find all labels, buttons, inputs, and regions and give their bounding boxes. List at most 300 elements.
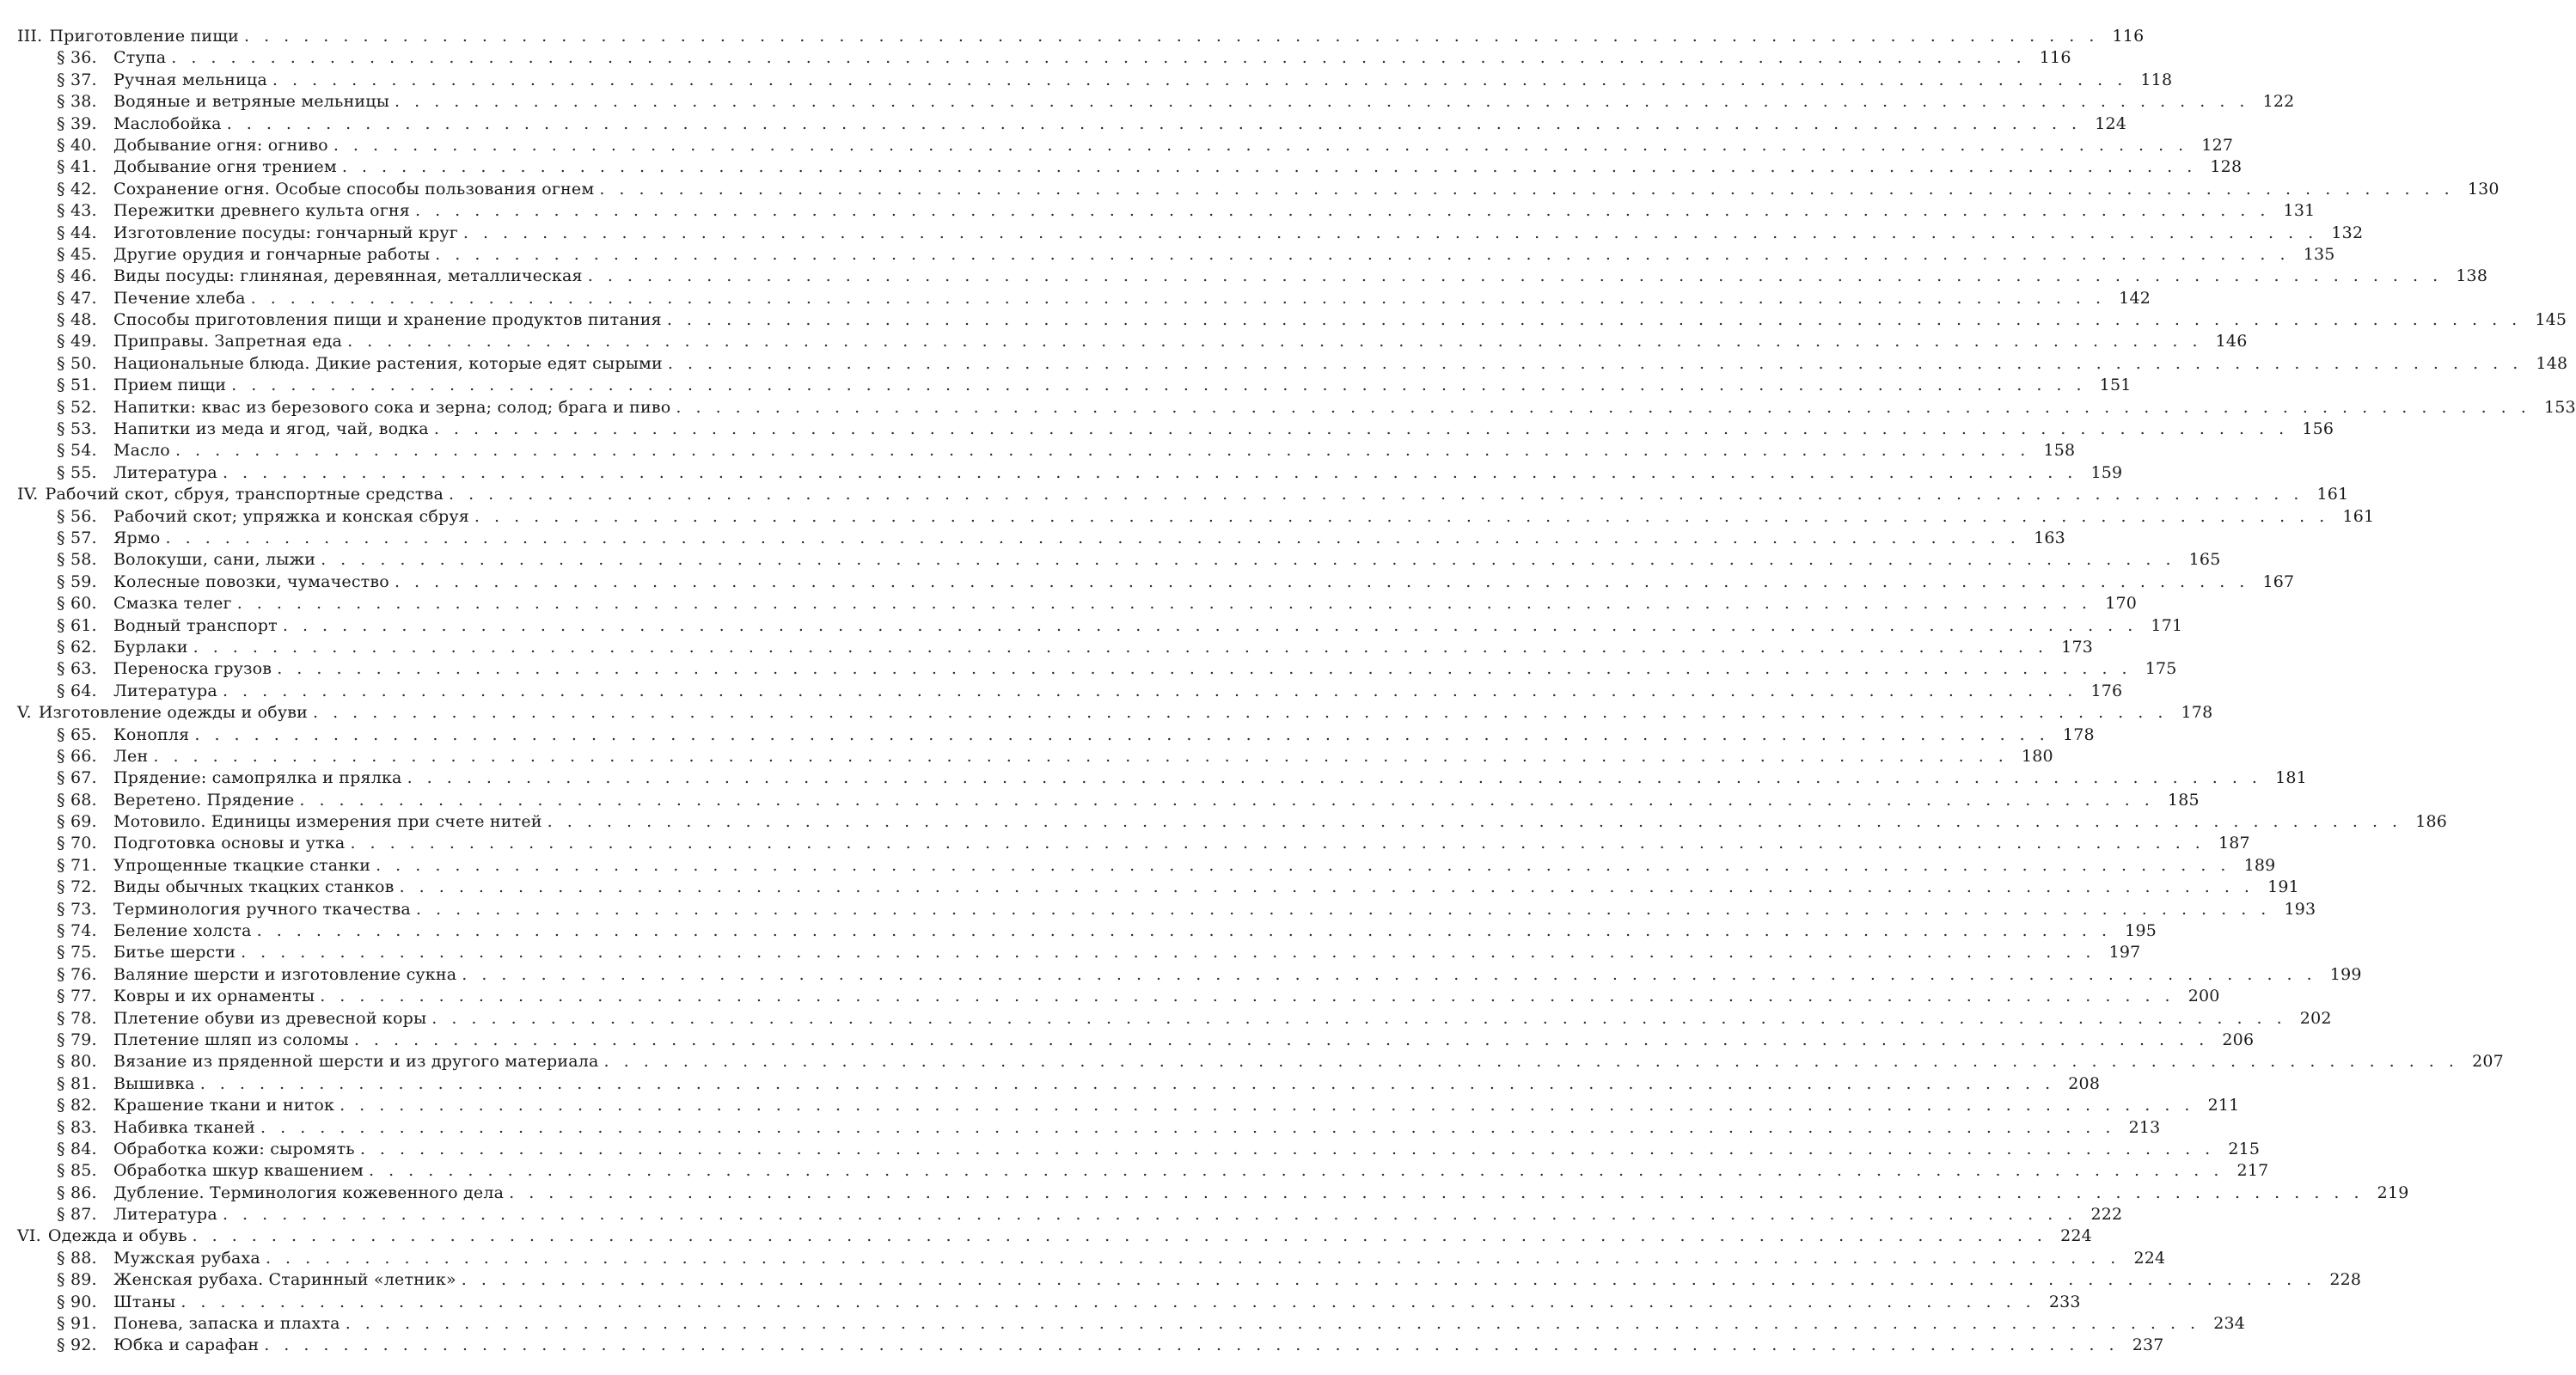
page-number: 171 — [2151, 615, 2183, 635]
section-number: § 53. — [57, 419, 97, 439]
toc-section-row — [0, 1030, 2255, 1051]
section-number: § 65. — [57, 724, 97, 744]
toc-section-row — [0, 353, 2568, 375]
page-number: 165 — [2188, 550, 2221, 570]
page-number: 176 — [2090, 681, 2123, 700]
section-title: Лен — [113, 746, 149, 766]
section-number: § 62. — [57, 637, 97, 657]
toc-section-row — [0, 681, 2123, 702]
section-number: § 57. — [57, 528, 97, 547]
section-number: § 60. — [57, 594, 97, 614]
dot-leader — [241, 942, 2090, 963]
page-number: 145 — [2535, 310, 2567, 330]
dot-leader — [231, 375, 2081, 396]
dot-leader — [193, 1225, 2042, 1247]
section-number: § 63. — [57, 659, 97, 679]
dot-leader — [416, 899, 2266, 920]
page-number: 156 — [2302, 419, 2334, 439]
section-title: Прядение: самопрялка и прялка — [113, 768, 402, 788]
toc-chapter-row — [0, 702, 2213, 724]
page-number: 197 — [2108, 943, 2141, 962]
section-number: § 51. — [57, 376, 97, 395]
page-number: 116 — [2112, 27, 2145, 46]
section-number: § 70. — [57, 834, 97, 853]
section-title: Обработка шкур квашением — [113, 1161, 364, 1181]
section-title: Волокуши, сани, лыжи — [113, 550, 316, 570]
toc-section-row — [0, 767, 2307, 789]
page-number: 161 — [2342, 506, 2375, 526]
toc-section-row — [0, 942, 2141, 963]
section-title: Добывание огня: огниво — [113, 135, 328, 155]
page-number: 153 — [2543, 397, 2576, 417]
section-number: § 52. — [57, 397, 97, 417]
dot-leader — [251, 288, 2101, 309]
chapter-number: VI. — [17, 1226, 41, 1246]
page-number: 237 — [2132, 1335, 2164, 1355]
toc-section-row — [0, 528, 2065, 549]
section-number: § 68. — [57, 790, 97, 810]
section-title: Мотовило. Единицы измерения при счете нитей — [113, 812, 542, 832]
section-number: § 92. — [57, 1335, 97, 1355]
toc-section-row — [0, 1051, 2504, 1072]
section-number: § 79. — [57, 1030, 97, 1049]
section-title: Терминология ручного ткачества — [113, 899, 411, 919]
section-number: § 43. — [57, 201, 97, 221]
section-title: Дубление. Терминология кожевенного дела — [113, 1182, 505, 1202]
dot-leader — [333, 135, 2183, 156]
dot-leader — [264, 1335, 2114, 1356]
dot-leader — [227, 113, 2077, 135]
section-number: § 90. — [57, 1292, 97, 1311]
page-number: 158 — [2043, 441, 2076, 461]
toc-section-row — [0, 440, 2076, 461]
page-number: 213 — [2128, 1117, 2161, 1137]
dot-leader — [340, 1095, 2189, 1116]
page-number: 131 — [2283, 201, 2316, 221]
section-number: § 46. — [57, 266, 97, 286]
section-number: § 49. — [57, 332, 97, 351]
section-title: Битье шерсти — [113, 943, 236, 962]
chapter-title: Одежда и обувь — [47, 1226, 187, 1246]
chapter-number: III. — [17, 27, 43, 46]
dot-leader — [449, 484, 2298, 505]
section-title: Напитки из меда и ягод, чай, водка — [113, 419, 429, 439]
dot-leader — [369, 1160, 2218, 1182]
section-title: Пережитки древнего культа огня — [113, 201, 410, 221]
dot-leader — [548, 811, 2397, 833]
section-title: Веретено. Прядение — [113, 790, 295, 810]
dot-leader — [360, 1139, 2210, 1160]
section-title: Валяние шерсти и изготовление сукна — [113, 964, 457, 984]
section-number: § 76. — [57, 964, 97, 984]
section-title: Литература — [113, 462, 217, 482]
toc-section-row — [0, 1313, 2246, 1335]
toc-section-row — [0, 1182, 2409, 1204]
dot-leader — [223, 1204, 2072, 1225]
page-number: 215 — [2228, 1139, 2261, 1158]
dot-leader — [354, 1030, 2204, 1051]
section-number: § 47. — [57, 288, 97, 308]
dot-leader — [668, 353, 2518, 375]
section-number: § 78. — [57, 1008, 97, 1028]
toc-section-row — [0, 1073, 2101, 1095]
section-title: Сохранение огня. Особые способы пользования огнем — [113, 179, 595, 199]
chapter-title: Рабочий скот, сбруя, транспортные средства — [45, 485, 444, 504]
toc-section-row — [0, 462, 2123, 484]
dot-leader — [415, 200, 2265, 222]
toc-section-row — [0, 1008, 2332, 1030]
toc-section-row — [0, 549, 2221, 571]
section-number: § 64. — [57, 681, 97, 700]
toc-section-row — [0, 1248, 2166, 1269]
page-number: 175 — [2145, 659, 2177, 679]
toc-section-row — [0, 986, 2220, 1007]
dot-leader — [223, 462, 2072, 484]
section-number: § 44. — [57, 223, 97, 242]
dot-leader — [463, 223, 2313, 244]
section-title: Маслобойка — [113, 113, 222, 133]
chapter-title: Изготовление одежды и обуви — [38, 703, 308, 723]
toc-section-row — [0, 331, 2248, 352]
toc-section-row — [0, 1117, 2161, 1139]
toc-section-row — [0, 200, 2316, 222]
toc-section-row — [0, 920, 2157, 942]
page-number: 187 — [2218, 834, 2250, 853]
page-number: 211 — [2207, 1096, 2240, 1115]
toc-chapter-row — [0, 484, 2349, 505]
dot-leader — [434, 419, 2284, 440]
dot-leader — [346, 1313, 2195, 1335]
dot-leader — [400, 877, 2249, 898]
dot-leader — [350, 833, 2200, 854]
section-title: Мужская рубаха — [113, 1248, 260, 1268]
dot-leader — [676, 397, 2525, 419]
dot-leader — [342, 156, 2192, 178]
dot-leader — [462, 1269, 2311, 1291]
toc-section-row — [0, 637, 2094, 658]
section-title: Подготовка основы и утка — [113, 834, 346, 853]
section-title: Бурлаки — [113, 637, 188, 657]
dot-leader — [237, 593, 2087, 614]
page-number: 224 — [2133, 1248, 2166, 1268]
dot-leader — [407, 767, 2257, 789]
toc-section-row — [0, 811, 2448, 833]
section-title: Национальные блюда. Дикие растения, которые едят сырыми — [113, 353, 663, 373]
page-number: 219 — [2377, 1182, 2409, 1202]
section-title: Набивка тканей — [113, 1117, 256, 1137]
dot-leader — [194, 724, 2044, 746]
page-number: 173 — [2061, 637, 2094, 657]
section-number: § 80. — [57, 1052, 97, 1072]
page-number: 234 — [2213, 1314, 2246, 1334]
section-number: § 72. — [57, 877, 97, 897]
page-number: 222 — [2090, 1205, 2123, 1225]
toc-section-row — [0, 1095, 2240, 1116]
section-title: Напитки: квас из березового сока и зерна; солод; брага и пиво — [113, 397, 671, 417]
page-number: 185 — [2167, 790, 2200, 810]
dot-leader — [244, 26, 2094, 47]
page-number: 124 — [2095, 113, 2127, 133]
section-title: Литература — [113, 681, 217, 700]
dot-leader — [320, 986, 2169, 1007]
section-title: Штаны — [113, 1292, 176, 1311]
section-number: § 45. — [57, 244, 97, 264]
page-number: 208 — [2068, 1073, 2101, 1093]
section-number: § 69. — [57, 812, 97, 832]
dot-leader — [474, 506, 2324, 528]
section-number: § 58. — [57, 550, 97, 570]
section-title: Способы приготовления пищи и хранение продуктов питания — [113, 310, 662, 330]
page-number: 181 — [2275, 768, 2307, 788]
toc-section-row — [0, 113, 2127, 135]
section-number: § 84. — [57, 1139, 97, 1158]
page-number: 128 — [2210, 157, 2243, 177]
dot-leader — [604, 1051, 2454, 1072]
toc-section-row — [0, 658, 2177, 680]
page-number: 167 — [2262, 571, 2295, 591]
section-title: Прием пищи — [113, 376, 227, 395]
toc-section-row — [0, 288, 2151, 309]
section-title: Виды обычных ткацких станков — [113, 877, 395, 897]
toc-section-row — [0, 419, 2334, 440]
page-number: 191 — [2267, 877, 2299, 897]
dot-leader — [376, 855, 2225, 877]
toc-section-row — [0, 724, 2095, 746]
toc-section-row — [0, 615, 2183, 637]
dot-leader — [462, 964, 2311, 986]
page-number: 195 — [2125, 921, 2157, 941]
page-number: 146 — [2215, 332, 2248, 351]
page-number: 178 — [2181, 703, 2213, 723]
dot-leader — [153, 746, 2003, 767]
page-number: 132 — [2331, 223, 2364, 242]
section-title: Конопля — [113, 724, 190, 744]
page-number: 206 — [2222, 1030, 2255, 1049]
dot-leader — [193, 637, 2043, 658]
section-number: § 67. — [57, 768, 97, 788]
section-title: Водяные и ветряные мельницы — [113, 92, 390, 112]
chapter-number: IV. — [17, 485, 39, 504]
section-title: Плетение шляп из соломы — [113, 1030, 349, 1049]
section-number: § 39. — [57, 113, 97, 133]
toc-section-row — [0, 47, 2071, 69]
section-number: § 50. — [57, 353, 97, 373]
section-title: Виды посуды: глиняная, деревянная, металлическая — [113, 266, 583, 286]
toc-section-row — [0, 1292, 2081, 1313]
section-number: § 37. — [57, 70, 97, 89]
dot-leader — [509, 1182, 2359, 1204]
section-title: Упрощенные ткацкие станки — [113, 855, 371, 875]
section-number: § 55. — [57, 462, 97, 482]
section-title: Понева, запаска и плахта — [113, 1314, 340, 1334]
section-title: Юбка и сарафан — [113, 1335, 260, 1355]
toc-section-row — [0, 70, 2173, 91]
toc-section-row — [0, 506, 2375, 528]
section-number: § 86. — [57, 1182, 97, 1202]
dot-leader — [321, 549, 2170, 571]
section-number: § 89. — [57, 1270, 97, 1290]
section-number: § 66. — [57, 746, 97, 766]
dot-leader — [166, 528, 2016, 549]
section-title: Плетение обуви из древесной коры — [113, 1008, 427, 1028]
section-title: Вязание из пряденной шерсти и из другого материала — [113, 1052, 599, 1072]
dot-leader — [395, 91, 2244, 113]
page-number: 200 — [2187, 987, 2220, 1006]
page-number: 163 — [2034, 528, 2065, 547]
section-title: Печение хлеба — [113, 288, 246, 308]
toc-section-row — [0, 244, 2335, 266]
section-title: Другие орудия и гончарные работы — [113, 244, 431, 264]
toc-section-row — [0, 790, 2200, 811]
section-number: § 91. — [57, 1314, 97, 1334]
page-number: 116 — [2039, 48, 2071, 68]
section-title: Беление холста — [113, 921, 252, 941]
toc-section-row — [0, 1139, 2261, 1160]
dot-leader — [200, 1073, 2050, 1095]
section-number: § 48. — [57, 310, 97, 330]
toc-section-row — [0, 179, 2500, 200]
toc-section-row — [0, 964, 2362, 986]
toc-section-row — [0, 91, 2295, 113]
section-number: § 71. — [57, 855, 97, 875]
toc-section-row — [0, 1204, 2123, 1225]
section-number: § 82. — [57, 1096, 97, 1115]
dot-leader — [223, 681, 2072, 702]
toc-section-row — [0, 223, 2364, 244]
toc-section-row — [0, 899, 2316, 920]
section-title: Добывание огня трением — [113, 157, 337, 177]
page-number: 138 — [2456, 266, 2488, 286]
section-number: § 56. — [57, 506, 97, 526]
page-number: 118 — [2140, 70, 2173, 89]
section-title: Колесные повозки, чумачество — [113, 571, 389, 591]
toc-section-row — [0, 746, 2053, 767]
dot-leader — [313, 702, 2163, 724]
page-number: 207 — [2472, 1052, 2504, 1072]
dot-leader — [175, 440, 2025, 461]
toc-section-row — [0, 855, 2276, 877]
dot-leader — [257, 920, 2107, 942]
section-title: Переноска грузов — [113, 659, 272, 679]
section-number: § 75. — [57, 943, 97, 962]
toc-section-row — [0, 571, 2295, 593]
toc-section-row — [0, 1160, 2269, 1182]
page-number: 228 — [2329, 1270, 2362, 1290]
dot-leader — [283, 615, 2132, 637]
section-number: § 36. — [57, 48, 97, 68]
page-number: 189 — [2243, 855, 2276, 875]
page-number: 161 — [2316, 485, 2349, 504]
page-number: 199 — [2329, 964, 2362, 984]
section-number: § 77. — [57, 987, 97, 1006]
section-title: Изготовление посуды: гончарный круг — [113, 223, 458, 242]
dot-leader — [299, 790, 2149, 811]
toc-section-row — [0, 135, 2234, 156]
page-number: 217 — [2236, 1161, 2269, 1181]
section-title: Ковры и их орнаменты — [113, 987, 315, 1006]
page-number: 130 — [2467, 179, 2500, 199]
section-title: Ступа — [113, 48, 167, 68]
page-number: 135 — [2303, 244, 2335, 264]
toc-chapter-row — [0, 1225, 2092, 1247]
page-number: 224 — [2060, 1226, 2092, 1246]
section-title: Рабочий скот; упряжка и конская сбруя — [113, 506, 469, 526]
page-number: 127 — [2201, 135, 2234, 155]
toc-chapter-row — [0, 26, 2145, 47]
section-title: Смазка телег — [113, 594, 232, 614]
section-title: Обработка кожи: сыромять — [113, 1139, 355, 1158]
page-number: 202 — [2299, 1008, 2332, 1028]
toc-section-row — [0, 1335, 2164, 1356]
toc-section-row — [0, 375, 2132, 396]
section-title: Ручная мельница — [113, 70, 267, 89]
page-number: 233 — [2048, 1292, 2081, 1311]
toc-section-row — [0, 593, 2138, 614]
dot-leader — [260, 1117, 2110, 1139]
dot-leader — [266, 1248, 2115, 1269]
section-number: § 40. — [57, 135, 97, 155]
dot-leader — [272, 70, 2122, 91]
toc-section-row — [0, 156, 2243, 178]
section-number: § 59. — [57, 571, 97, 591]
section-title: Вышивка — [113, 1073, 195, 1093]
toc-section-row — [0, 309, 2567, 331]
section-number: § 41. — [57, 157, 97, 177]
section-title: Ярмо — [113, 528, 161, 547]
page-number: 122 — [2262, 92, 2295, 112]
section-number: § 88. — [57, 1248, 97, 1268]
section-title: Литература — [113, 1205, 217, 1225]
toc-section-row — [0, 397, 2576, 419]
dot-leader — [667, 309, 2517, 331]
section-number: § 83. — [57, 1117, 97, 1137]
toc-section-row — [0, 1269, 2362, 1291]
dot-leader — [395, 571, 2244, 593]
page-number: 186 — [2415, 812, 2448, 832]
section-title: Женская рубаха. Старинный «летник» — [113, 1270, 456, 1290]
section-number: § 42. — [57, 179, 97, 199]
section-number: § 38. — [57, 92, 97, 112]
toc-section-row — [0, 877, 2299, 898]
section-title: Масло — [113, 441, 170, 461]
page-number: 170 — [2105, 594, 2138, 614]
section-number: § 87. — [57, 1205, 97, 1225]
section-number: § 54. — [57, 441, 97, 461]
page-number: 148 — [2536, 353, 2568, 373]
chapter-title: Приготовление пищи — [49, 27, 239, 46]
dot-leader — [588, 266, 2438, 287]
dot-leader — [171, 47, 2021, 69]
dot-leader — [435, 244, 2285, 266]
dot-leader — [347, 331, 2197, 352]
section-title: Крашение ткани и ниток — [113, 1096, 335, 1115]
toc-section-row — [0, 833, 2250, 854]
section-number: § 61. — [57, 615, 97, 635]
section-number: § 73. — [57, 899, 97, 919]
page-number: 178 — [2062, 724, 2095, 744]
dot-leader — [599, 179, 2449, 200]
page-number: 151 — [2099, 376, 2132, 395]
dot-leader — [277, 658, 2126, 680]
toc-section-row — [0, 266, 2488, 287]
page-number: 159 — [2090, 462, 2123, 482]
section-number: § 81. — [57, 1073, 97, 1093]
section-title: Водный транспорт — [113, 615, 278, 635]
page-number: 142 — [2119, 288, 2151, 308]
section-title: Приправы. Запретная еда — [113, 332, 343, 351]
dot-leader — [431, 1008, 2281, 1030]
dot-leader — [181, 1292, 2030, 1313]
